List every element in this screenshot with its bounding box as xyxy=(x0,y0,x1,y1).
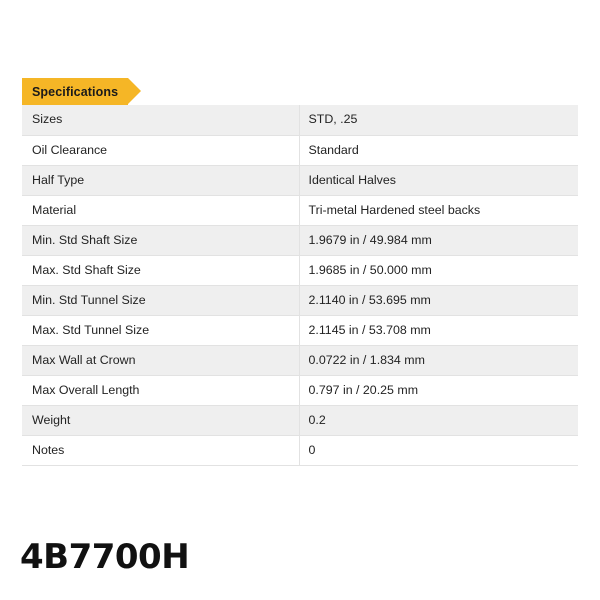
spec-value: Tri-metal Hardened steel backs xyxy=(299,195,578,225)
specifications-header-tab xyxy=(22,78,128,105)
spec-value: 1.9685 in / 50.000 mm xyxy=(299,255,578,285)
spec-value: 2.1145 in / 53.708 mm xyxy=(299,315,578,345)
specifications-header-label: Specifications xyxy=(32,84,119,99)
spec-label: Min. Std Shaft Size xyxy=(22,225,299,255)
spec-label: Max Wall at Crown xyxy=(22,345,299,375)
table-row xyxy=(22,345,578,375)
spec-label: Min. Std Tunnel Size xyxy=(22,285,299,315)
specifications-header xyxy=(22,78,128,105)
spec-label: Weight xyxy=(22,405,299,435)
spec-label: Max Overall Length xyxy=(22,375,299,405)
table-row xyxy=(22,315,578,345)
spec-label: Half Type xyxy=(22,165,299,195)
header-arrow-shape xyxy=(128,78,141,104)
table-row xyxy=(22,285,578,315)
table-row xyxy=(22,105,578,135)
spec-value: STD, .25 xyxy=(299,105,578,135)
spec-label: Max. Std Shaft Size xyxy=(22,255,299,285)
spec-value: 0 xyxy=(299,435,578,465)
table-row xyxy=(22,195,578,225)
spec-value: 1.9679 in / 49.984 mm xyxy=(299,225,578,255)
spec-value: 0.2 xyxy=(299,405,578,435)
part-number: 4B7700H xyxy=(20,537,190,577)
table-row xyxy=(22,165,578,195)
spec-value: 0.797 in / 20.25 mm xyxy=(299,375,578,405)
table-row xyxy=(22,225,578,255)
table-row xyxy=(22,405,578,435)
spec-value: Standard xyxy=(299,135,578,165)
spec-label: Max. Std Tunnel Size xyxy=(22,315,299,345)
table-row xyxy=(22,255,578,285)
table-row xyxy=(22,435,578,465)
table-row xyxy=(22,375,578,405)
spec-value: 0.0722 in / 1.834 mm xyxy=(299,345,578,375)
spec-value: Identical Halves xyxy=(299,165,578,195)
table-row xyxy=(22,135,578,165)
specifications-table xyxy=(22,105,578,466)
spec-label: Sizes xyxy=(22,105,299,135)
spec-label: Oil Clearance xyxy=(22,135,299,165)
spec-label: Material xyxy=(22,195,299,225)
specifications-table-body xyxy=(22,105,578,465)
specifications-section xyxy=(22,78,578,466)
spec-label: Notes xyxy=(22,435,299,465)
spec-value: 2.1140 in / 53.695 mm xyxy=(299,285,578,315)
